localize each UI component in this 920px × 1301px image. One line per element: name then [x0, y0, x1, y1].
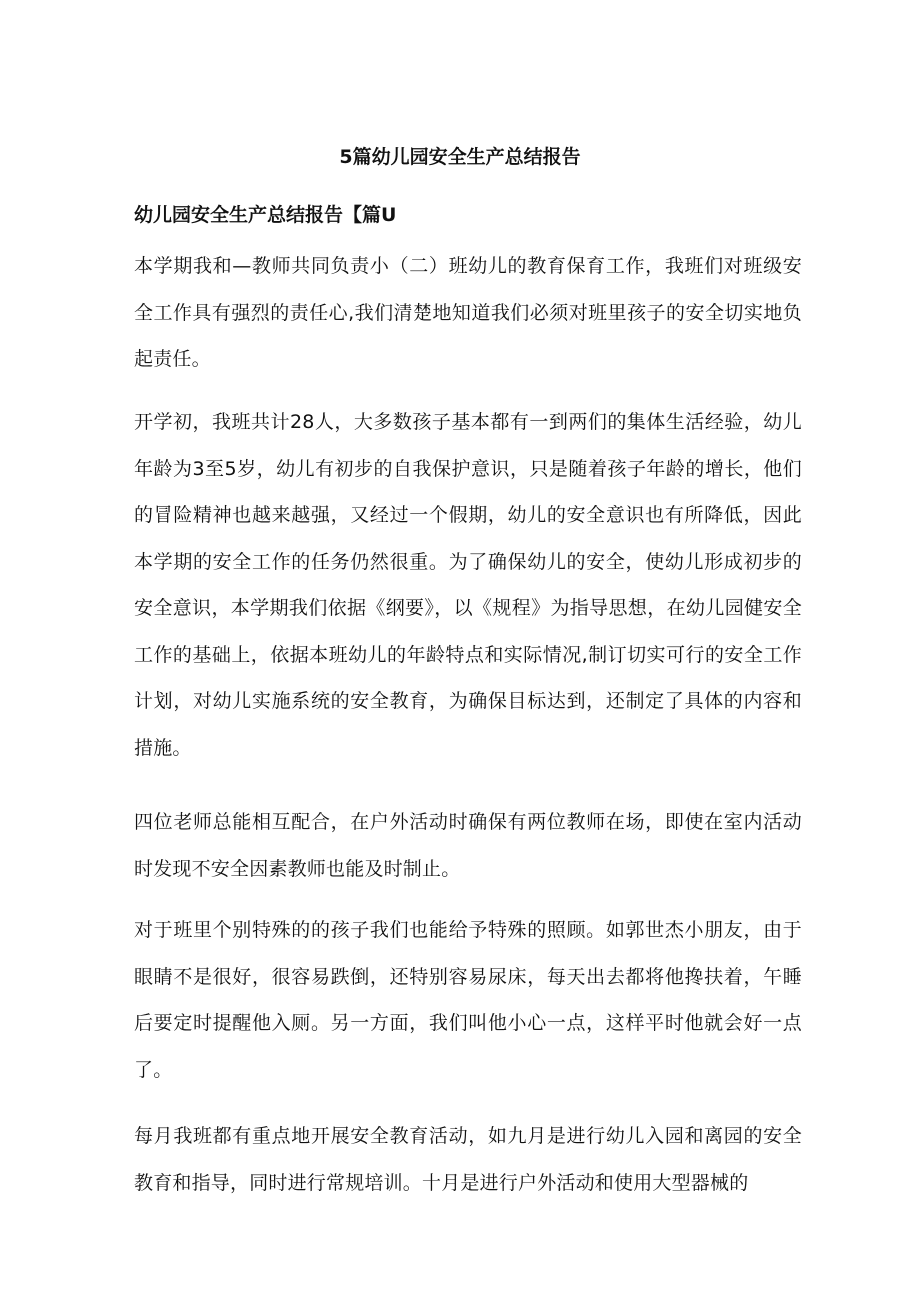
paragraph-class-overview: 开学初，我班共计28人，大多数孩子基本都有一到两们的集体生活经验，幼儿年龄为3至5岁，幼儿有初步的自我保护意识，只是随着孩子年龄的增长，他们的冒险精神也越来越强，又经过一个假期，幼儿的安全意识也有所降低，因此本学期的安全工作的任务仍然很重。为了确保幼儿的安全，使幼儿形成初步的安全意识，本学期我们依据《纲要》，以《规程》为指导思想，在幼儿园健安全工作的基础上，依据本班幼儿的年龄特点和实际情况,制订切实可行的安全工作计划，对幼儿实施系统的安全教育，为确保目标达到，还制定了具体的内容和措施。: [134, 411, 802, 759]
paragraph-responsibility: 本学期我和—教师共同负责小（二）班幼儿的教育保育工作，我班们对班级安全工作具有强烈的责任心,我们清楚地知道我们必须对班里孩子的安全切实地负起责任。: [134, 255, 802, 370]
paragraph-special-care: 对于班里个别特殊的的孩子我们也能给予特殊的照顾。如郭世杰小朋友，由于眼睛不是很好，很容易跌倒，还特别容易尿床，每天出去都将他搀扶着，午睡后要定时提醒他入厕。另一方面，我们叫他小心一点，这样平时他就会好一点了。: [134, 919, 802, 1081]
paragraph-monthly-activities: 每月我班都有重点地开展安全教育活动，如九月是进行幼儿入园和离园的安全教育和指导，同时进行常规培训。十月是进行户外活动和使用大型器械的: [134, 1125, 802, 1194]
section-heading: 幼儿园安全生产总结报告【篇U: [134, 204, 397, 226]
document-title: 5篇幼儿园安全生产总结报告: [339, 146, 581, 168]
paragraph-teacher-cooperation: 四位老师总能相互配合，在户外活动时确保有两位教师在场，即使在室内活动时发现不安全因素教师也能及时制止。: [134, 811, 802, 880]
